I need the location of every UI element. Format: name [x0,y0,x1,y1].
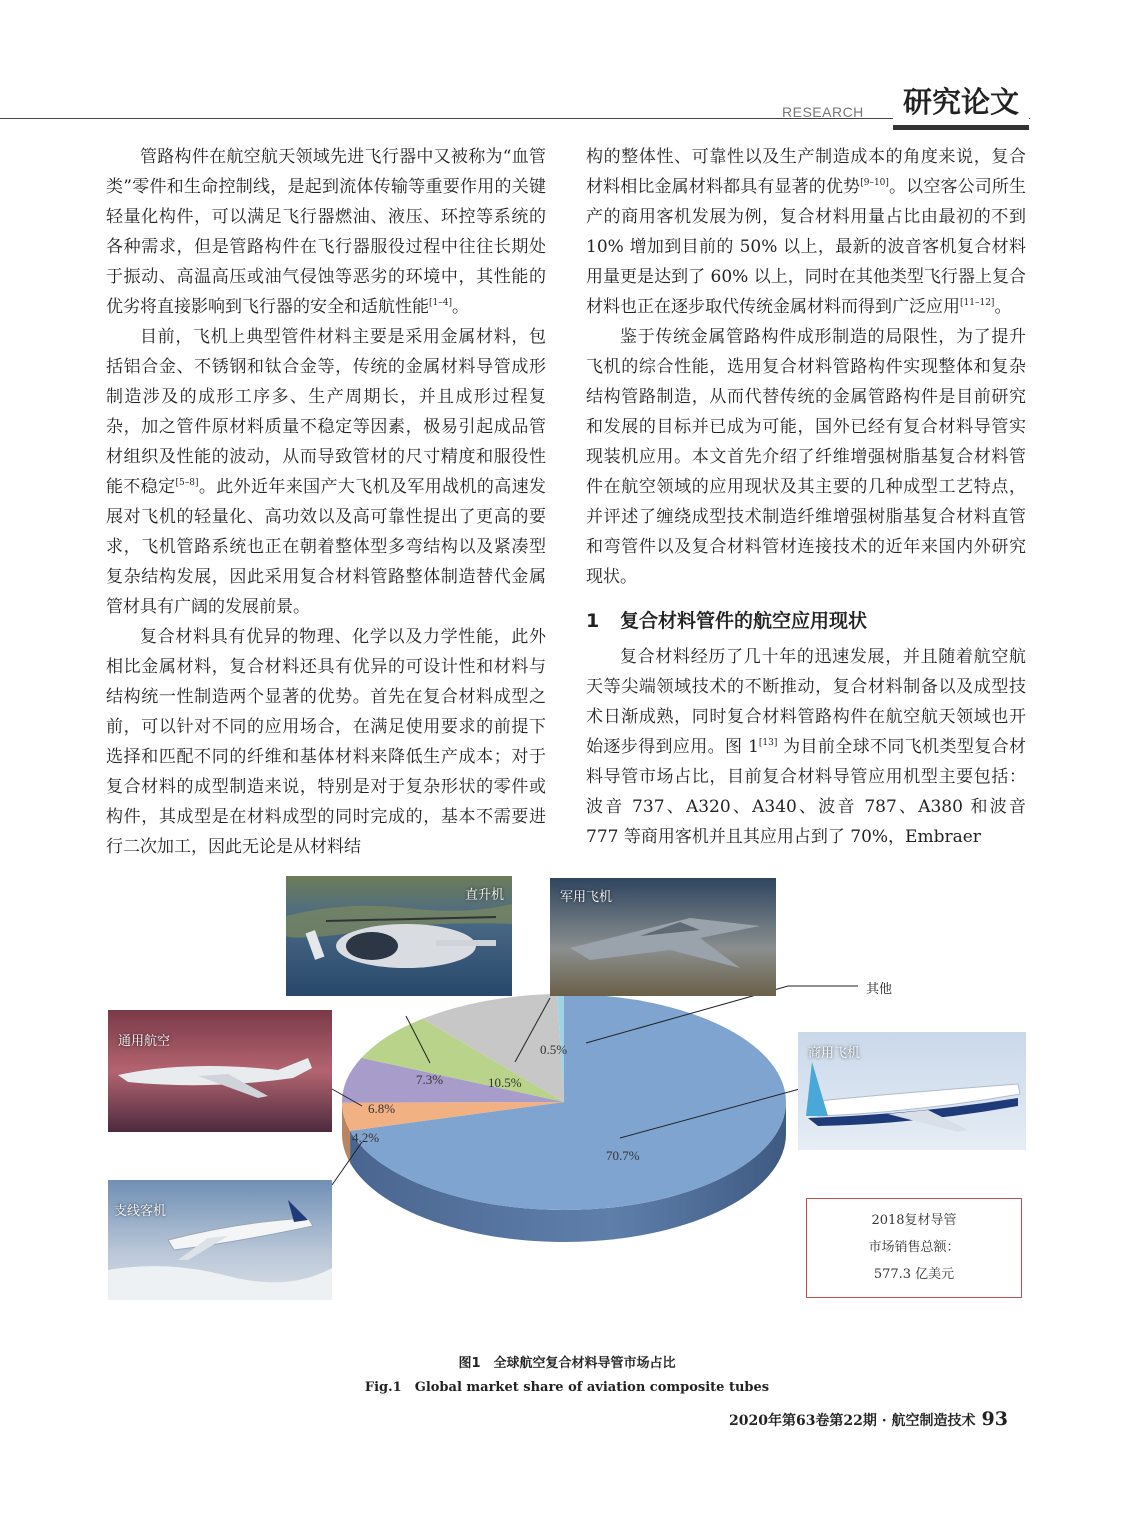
photo-label-helicopter: 直升机 [464,888,504,903]
paragraph-text: 管路构件在航空航天领域先进飞行器中又被称为“血管类”零件和生命控制线，是起到流体传输等重要作用的关键轻量化构件，可以满足飞行器燃油、液压、环控等系统的各种需求，但是管路构件在飞行器服役过程中往往长期处于振动、高温高压或油气侵蚀等恶劣的环境中，其性能的优劣将直接影响到飞行器的安全和适航性能 [106,147,546,317]
figure-caption-en: Fig.1 Global market share of aviation composite tubes [364,1380,770,1395]
paragraph-text: 复合材料经历了几十年的迅速发展，并且随着航空航天等尖端领域技术的不断推动，复合材料制备以及成型技术日渐成熟，同时复合材料管路构件在航空航天领域也开始逐步得到应用。图 1 [586,647,1026,757]
paragraph-text: 。 [451,297,469,317]
sales-box-line: 市场销售总额： [868,1240,960,1255]
citation: [9–10] [860,178,889,188]
figure-caption-cn: 图1 全球航空复合材料导管市场占比 [458,1356,676,1371]
header-rule [0,118,1030,119]
pie-percent-label: 4.2% [352,1130,380,1145]
photo-label-general: 通用航空 [118,1034,171,1049]
paragraph-text: 。 [994,297,1012,317]
pie-percent-label: 6.8% [368,1101,396,1116]
citation: [1–4] [429,298,452,308]
pie-percent-label: 10.5% [488,1075,522,1090]
paragraph [106,322,546,622]
citation: [11–12] [960,298,995,308]
sales-box-line: 2018复材导管 [871,1213,957,1228]
citation: [5–8] [175,478,199,488]
photo-general [108,1010,332,1132]
business-jet-image [108,1010,332,1132]
paragraph [586,142,1026,322]
pie-percent-label: 0.5% [540,1042,568,1057]
paragraph: 复合材料具有优异的物理、化学以及力学性能，此外相比金属材料，复合材料还具有优异的可设计性和材料与结构统一性制造两个显著的优势。首先在复合材料成型之前，可以针对不同的应用场合，在满足使用要求的前提下选择和匹配不同的纤维和基体材料来降低生产成本；对于复合材料的成型制造来说，特别是对于复杂形状的零件或构件，其成型是在材料成型的同时完成的，基本不需要进行二次加工，因此无论是从材料结 [106,627,546,857]
sales-box-line: 577.3 亿美元 [873,1267,955,1282]
citation: [13] [758,738,778,748]
paragraph-text: 为目前全球不同飞机类型复合材料导管市场占比，目前复合材料导管应用机型主要包括：波音 737、A320、A340、波音 787、A380 和波音 777 等商用客机并且其应用占到了 70%，Embraer [586,737,1026,847]
paragraph-text: 目前，飞机上典型管件材料主要是采用金属材料，包括铝合金、不锈钢和钛合金等，传统的金属材料导管成形制造涉及的成形工序多、生产周期长，并且成形过程复杂，加之管件原材料质量不稳定等因素，极易引起成品管材组织及性能的波动，从而导致管材的尺寸精度和服役性能不稳定 [106,327,546,497]
photo-label-military: 军用飞机 [560,890,613,905]
pie-percent-label: 70.7% [606,1148,640,1163]
sales-total-box [806,1198,1022,1298]
paragraph-text: 。此外近年来国产大飞机及军用战机的高速发展对飞机的轻量化、高功效以及高可靠性提出了更高的要求，飞机管路系统也正在朝着整体型多弯结构以及紧凑型复杂结构发展，因此采用复合材料管路整体制造替代金属管材具有广阔的发展前景。 [106,477,547,617]
photo-commercial [798,1032,1026,1150]
header-section-en: RESEARCH [782,104,864,120]
right-column [586,142,1026,852]
paragraph [586,642,1026,852]
section-number: 1 [586,610,600,632]
left-column [106,142,546,862]
photo-helicopter [286,876,512,996]
paragraph-text: 。以空客公司所生产的商用客机发展为例，复合材料用量占比由最初的不到 10% 增加到目前的 50% 以上，最新的波音客机复合材料用量更是达到了 60% 以上，同时在其他类型飞行器上复合材料也正在逐步取代传统金属材料而得到广泛应用 [586,177,1027,317]
photo-regional [108,1180,332,1300]
label-other: 其他 [866,982,893,997]
pie-percent-label: 7.3% [416,1072,444,1087]
paragraph [106,142,546,322]
section-title: 复合材料管件的航空应用现状 [620,610,868,632]
header-section-cn: 研究论文 [893,78,1029,130]
page-number: 93 [981,1408,1008,1430]
footer-issue: 2020年第63卷第22期 · 航空制造技术 [728,1413,976,1429]
section-heading [586,606,1026,636]
photo-label-regional: 支线客机 [114,1204,167,1219]
photo-label-commercial: 商用飞机 [808,1046,861,1061]
pie-group [342,994,786,1242]
photo-military [550,878,776,996]
regional-jet-image [108,1180,332,1300]
paragraph: 鉴于传统金属管路构件成形制造的局限性，为了提升飞机的综合性能，选用复合材料管路构件实现整体和复杂结构管路制造，从而代替传统的金属管路构件是目前研究和发展的目标并已成为可能，国外已经有复合材料导管实现装机应用。本文首先介绍了纤维增强树脂基复合材料管件在航空领域的应用现状及其主要的几种成型工艺特点，并评述了缠绕成型技术制造纤维增强树脂基复合材料直管和弯管件以及复合材料管材连接技术的近年来国内外研究现状。 [586,327,1026,587]
figure-pie-chart [100,870,1034,1310]
page-footer [729,1408,1008,1430]
paragraph-text: 构的整体性、可靠性以及生产制造成本的角度来说，复合材料相比金属材料都具有显著的优势 [586,147,1026,197]
